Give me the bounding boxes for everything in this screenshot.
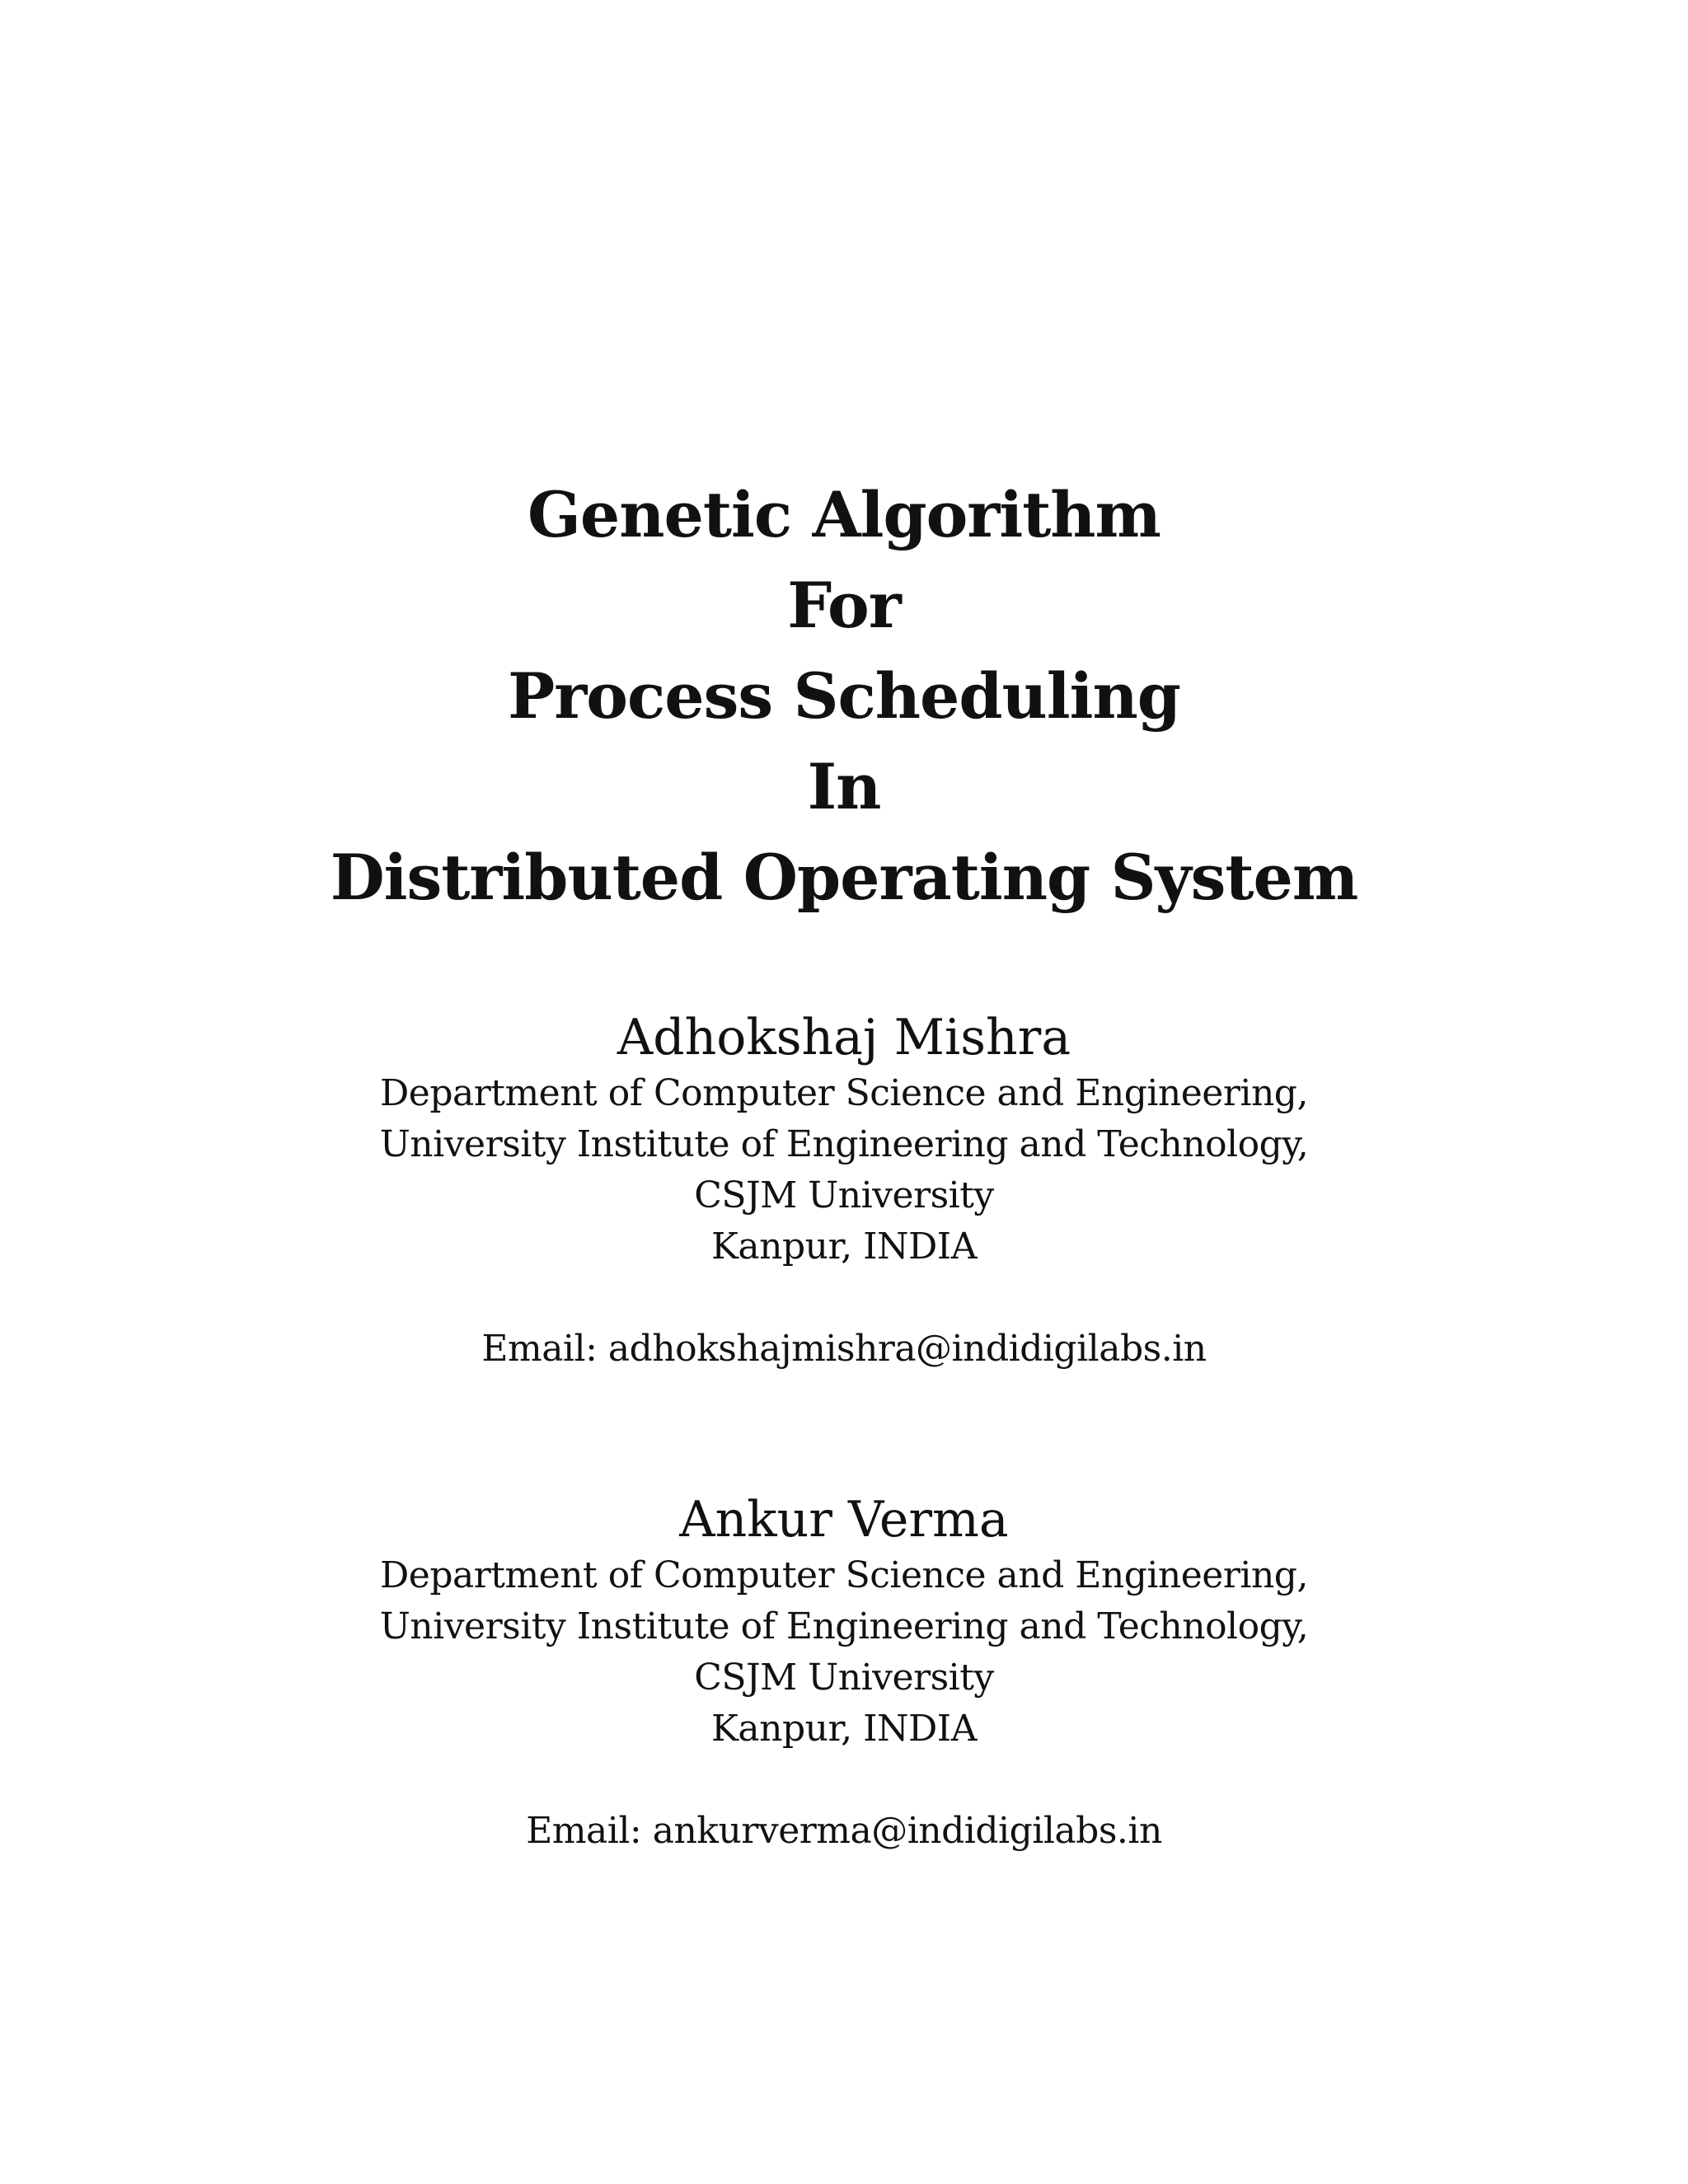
author-block — [0, 1489, 1688, 1857]
title-line: Distributed Operating System — [330, 841, 1358, 914]
author-institute: University Institute of Engineering and Technology, — [379, 1123, 1309, 1165]
author-location: Kanpur, INDIA — [711, 1226, 977, 1268]
author-university: CSJM University — [694, 1174, 994, 1216]
author-name: Adhokshaj Mishra — [617, 1009, 1071, 1066]
title-line: Genetic Algorithm — [528, 478, 1160, 551]
author-email: Email: ankurverma@indidigilabs.in — [526, 1810, 1162, 1852]
author-institute: University Institute of Engineering and Technology, — [379, 1605, 1309, 1647]
author-name: Ankur Verma — [679, 1491, 1009, 1549]
author-location: Kanpur, INDIA — [711, 1708, 977, 1750]
author-email: Email: adhokshajmishra@indidigilabs.in — [481, 1328, 1207, 1370]
title-line: Process Scheduling — [508, 659, 1180, 733]
title-line: For — [787, 569, 901, 642]
author-university: CSJM University — [694, 1657, 994, 1699]
author-department: Department of Computer Science and Engineering, — [380, 1554, 1308, 1596]
author-department: Department of Computer Science and Engineering, — [380, 1072, 1308, 1114]
paper-title — [0, 470, 1688, 923]
author-block — [0, 1007, 1688, 1375]
title-line: In — [807, 750, 881, 823]
